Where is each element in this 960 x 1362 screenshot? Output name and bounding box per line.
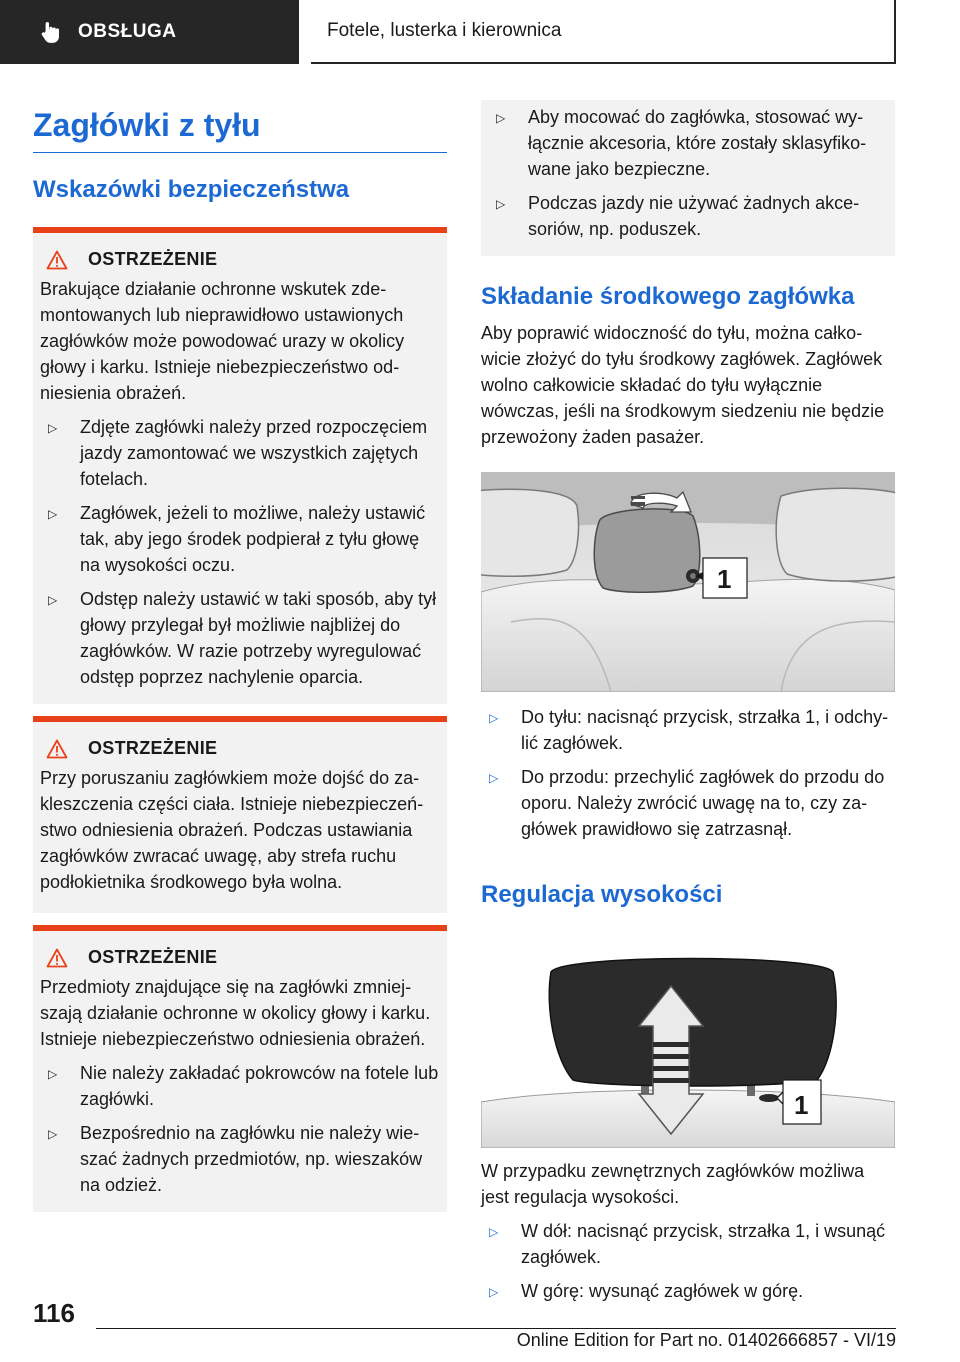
bullet-arrow-icon: ▷ <box>48 1067 58 1081</box>
list-item: ▷ Do przodu: przechylić zagłówek do przodu do oporu. Należy zwrócić uwagę na to, czy zagłówek prawidłowo się zatrzasnął. <box>489 767 885 839</box>
section-label: OBSŁUGA <box>78 21 177 42</box>
bullet-arrow-icon: ▷ <box>489 771 499 785</box>
list-item: ▷ Zdjęte zagłówki należy przed rozpoczęciem jazdy zamontować we wszystkich zajętych fotelach. <box>48 417 428 489</box>
warning-label: OSTRZEŻENIE <box>88 738 218 758</box>
hand-pointer-icon <box>38 19 64 45</box>
warning-title <box>40 947 439 968</box>
list-item: ▷ Podczas jazdy nie używać żadnych akcesoriów, np. poduszek. <box>496 193 860 239</box>
warning-box <box>33 227 447 704</box>
chapter-title: Fotele, lusterka i kierownica <box>327 20 562 41</box>
right-column <box>481 100 895 1304</box>
list-item: ▷ Odstęp należy ustawić w taki sposób, aby tył głowy przylegał był możliwie najbliżej do zagłówków. W razie potrzeby wyregulować odstęp poprzez nachylenie oparcia. <box>48 589 437 687</box>
bullet-arrow-icon: ▷ <box>489 1285 499 1299</box>
height-steps <box>481 1218 895 1304</box>
list-item: ▷ W dół: nacisnąć przycisk, strzałka 1, i wsunąć zagłówek. <box>489 1221 886 1267</box>
headrest-height-illustration <box>481 952 895 1148</box>
bullet-arrow-icon: ▷ <box>48 507 58 521</box>
section-title-folding: Składanie środkowego zagłówka <box>481 283 855 310</box>
list-item: ▷ Zagłówek, jeżeli to możliwe, należy ustawić tak, aby jego środek podpierał z tyłu głowę na wysokości oczu. <box>48 503 426 575</box>
warning-title <box>40 738 439 759</box>
warning-label: OSTRZEŻENIE <box>88 947 218 967</box>
bullet-arrow-icon: ▷ <box>48 1127 58 1141</box>
section-title-height: Regulacja wysokości <box>481 881 723 908</box>
warning-list <box>40 1060 439 1198</box>
left-column <box>33 100 447 1212</box>
warning-text: Brakujące działanie ochronne wskutek zdemontowanych lub nieprawidłowo ustawionych zagłówków może powodować urazy w okolicy głowy i karku. Istnieje niebezpieczeństwo odniesienia obrażeń. <box>40 279 405 403</box>
folding-text: Aby poprawić widoczność do tyłu, można całkowicie złożyć do tyłu środkowy zagłówek. Zagłówek wolno całkowicie składać do tyłu wyłącznie wówczas, jeśli na środkowym siedzeniu nie będzie przewożony żaden pasażer. <box>481 323 885 447</box>
list-item: ▷ Aby mocować do zagłówka, stosować wyłącznie akcesoria, które zostały sklasyfikowane jako bezpieczne. <box>496 107 867 179</box>
bullet-arrow-icon: ▷ <box>496 111 506 125</box>
section-title-safety: Wskazówki bezpieczeństwa <box>33 176 350 203</box>
warning-list <box>40 414 439 690</box>
warning-box <box>33 925 447 1212</box>
list-item: ▷ Do tyłu: nacisnąć przycisk, strzałka 1, i odchylić zagłówek. <box>489 707 889 753</box>
warning-triangle-icon <box>46 250 68 270</box>
folding-steps <box>481 704 895 842</box>
figure-headrest-height <box>481 952 895 1148</box>
bullet-arrow-icon: ▷ <box>489 711 499 725</box>
figure-headrest-fold <box>481 472 895 692</box>
list-item: ▷ W górę: wysunąć zagłówek w górę. <box>481 1278 895 1304</box>
warning-continuation <box>481 100 895 256</box>
height-text: W przypadku zewnętrznych zagłówków możliwa jest regulacja wysokości. <box>481 1161 865 1207</box>
warning-text: Przedmioty znajdujące się na zagłówki zmniejszają działanie ochronne w okolicy głowy i karku. Istnieje niebezpieczeństwo odniesienia obrażeń. <box>40 977 431 1049</box>
footer-divider <box>96 1328 896 1329</box>
footer-edition: Online Edition for Part no. 01402666857 - VI/19 <box>516 1330 896 1350</box>
warning-box <box>33 716 447 913</box>
warning-triangle-icon <box>46 948 68 968</box>
callout-label: 1 <box>717 564 732 594</box>
warning-text: Przy poruszaniu zagłówkiem może dojść do zakleszczenia części ciała. Istnieje niebezpieczeństwo odniesienia obrażeń. Podczas ustawiania zagłówków zwracać uwagę, aby strefa ruchu podłokietnika środkowego była wolna. <box>40 768 424 892</box>
headrest-fold-illustration <box>481 472 895 692</box>
warning-list <box>488 104 887 242</box>
callout-label: 1 <box>794 1090 809 1120</box>
section-tab <box>0 0 299 64</box>
bullet-arrow-icon: ▷ <box>496 197 506 211</box>
warning-title <box>40 249 439 270</box>
chapter-header <box>311 0 896 64</box>
warning-label: OSTRZEŻENIE <box>88 249 218 269</box>
list-item: ▷ Nie należy zakładać pokrowców na fotele lub zagłówki. <box>48 1063 439 1109</box>
page-number: 116 <box>33 1298 75 1328</box>
bullet-arrow-icon: ▷ <box>48 593 58 607</box>
page-title: Zagłówki z tyłu <box>33 100 447 153</box>
bullet-arrow-icon: ▷ <box>489 1225 499 1239</box>
warning-triangle-icon <box>46 739 68 759</box>
bullet-arrow-icon: ▷ <box>48 421 58 435</box>
list-item: ▷ Bezpośrednio na zagłówku nie należy wieszać żadnych przedmiotów, np. wieszaków na odzież. <box>48 1123 423 1195</box>
